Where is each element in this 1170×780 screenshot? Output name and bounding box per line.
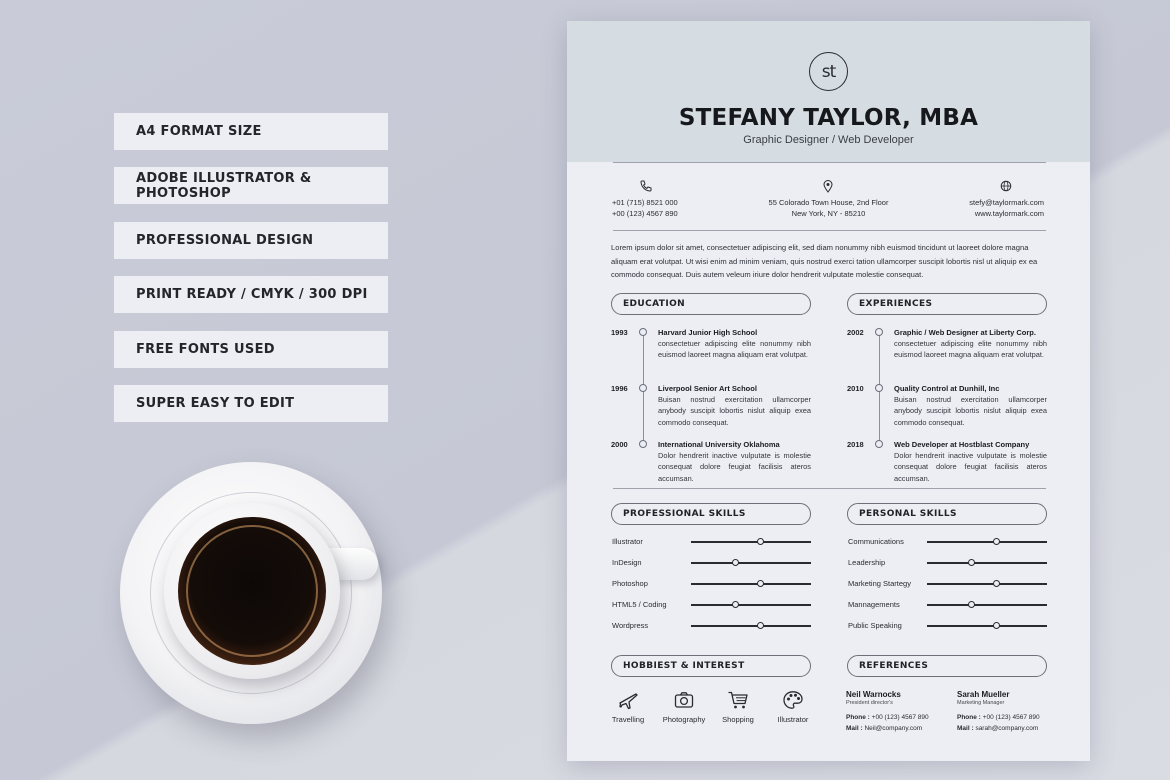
reference-mail-label: Mail : <box>957 725 974 732</box>
skill-bar <box>927 541 1047 543</box>
skill-label: Wordpress <box>612 621 649 630</box>
feature-label-software: ADOBE ILLUSTRATOR & PHOTOSHOP <box>114 167 388 204</box>
skill-label: Leadership <box>848 558 886 567</box>
skill-level-marker <box>732 559 739 566</box>
feature-label-print: PRINT READY / CMYK / 300 DPI <box>114 276 388 313</box>
feature-label-fonts: FREE FONTS USED <box>114 331 388 368</box>
hobby-label: Travelling <box>611 715 645 724</box>
reference-position: President director's <box>846 700 893 706</box>
intro-paragraph: Lorem ipsum dolor sit amet, consectetuer adipiscing elit, sed diam nonummy nibh euismod tincidunt ut laoreet dolore magna aliquam erat volutpat. Ut wisi enim ad minim veniam, quis nostrud exerci tation ullamcorper suscipit lobortis nisl ut aliquip ex ea commodo consequat. Duis autem veleum iriure dolor hendrerit vulputate molestie consequat. <box>611 243 1038 279</box>
reference-phone-value: +00 (123) 4567 890 <box>982 714 1040 721</box>
skill-level-marker <box>993 622 1000 629</box>
address-line-2: New York, NY - 85210 <box>791 209 866 218</box>
website-text: www.taylormark.com <box>974 209 1044 218</box>
experience-year: 2010 <box>847 384 864 393</box>
reference-phone <box>957 714 1040 721</box>
skill-level-marker <box>968 601 975 608</box>
timeline-dot <box>639 384 647 392</box>
skill-label: Mannagements <box>848 600 900 609</box>
references-heading: REFERENCES <box>847 655 1047 677</box>
palette-icon <box>782 690 804 710</box>
section-divider <box>613 488 1046 489</box>
experience-title: Graphic / Web Designer at Liberty Corp. <box>894 328 1036 337</box>
reference-phone <box>846 714 929 721</box>
education-description: Dolor hendrerit inactive vulputate is molestie consequat dolore feugiat facilisis ateros accumsan. <box>658 451 811 483</box>
skill-bar <box>691 583 811 585</box>
hobby-label: Photography <box>662 715 706 724</box>
skill-bar <box>927 583 1047 585</box>
resume-page <box>567 21 1090 761</box>
reference-name: Neil Warnocks <box>846 690 901 699</box>
skill-bar <box>691 625 811 627</box>
skill-label: InDesign <box>612 558 642 567</box>
skill-label: HTML5 / Coding <box>612 600 667 609</box>
experience-year: 2018 <box>847 440 864 449</box>
skill-label: Photoshop <box>612 579 648 588</box>
reference-mail-value: sarah@company.com <box>975 725 1039 732</box>
header-divider <box>613 162 1046 163</box>
experience-description: consectetuer adipiscing elite nonummy nibh euismod laoreet magna aliquam erat volutpat. <box>894 339 1047 360</box>
skill-level-marker <box>757 622 764 629</box>
reference-mail-label: Mail : <box>846 725 863 732</box>
skill-level-marker <box>993 538 1000 545</box>
education-description: Buisan nostrud exercitation ullamcorper anybody suscipit lobortis nislut aliquip exea commodo consequat. <box>658 395 811 427</box>
skill-bar <box>927 562 1047 564</box>
reference-phone-label: Phone : <box>957 714 981 721</box>
experience-description: Buisan nostrud exercitation ullamcorper anybody suscipit lobortis nislut aliquip exea commodo consequat. <box>894 395 1047 427</box>
education-title: International University Oklahoma <box>658 440 780 449</box>
skill-level-marker <box>757 580 764 587</box>
education-title: Liverpool Senior Art School <box>658 384 757 393</box>
skill-level-marker <box>968 559 975 566</box>
experience-title: Web Developer at Hostblast Company <box>894 440 1030 449</box>
feature-label-a4: A4 FORMAT SIZE <box>114 113 388 150</box>
skill-bar <box>927 604 1047 606</box>
skill-bar <box>691 562 811 564</box>
camera-icon <box>673 690 695 710</box>
resume-role: Graphic Designer / Web Developer <box>743 134 914 146</box>
professional-skills-heading: PROFESSIONAL SKILLS <box>611 503 811 525</box>
education-heading: EDUCATION <box>611 293 811 315</box>
reference-phone-label: Phone : <box>846 714 870 721</box>
reference-name: Sarah Mueller <box>957 690 1010 699</box>
reference-position: Marketing Manager <box>957 700 1005 706</box>
feature-label-design: PROFESSIONAL DESIGN <box>114 222 388 259</box>
skill-bar <box>691 541 811 543</box>
timeline-dot <box>875 384 883 392</box>
hobby-label: Illustrator <box>777 715 809 724</box>
experiences-heading: EXPERIENCES <box>847 293 1047 315</box>
hobby-label: Shopping <box>722 715 754 724</box>
education-title: Harvard Junior High School <box>658 328 758 337</box>
coffee-crema <box>186 525 318 657</box>
experience-title: Quality Control at Dunhill, Inc <box>894 384 1000 393</box>
skill-level-marker <box>757 538 764 545</box>
experience-year: 2002 <box>847 328 864 337</box>
contact-divider <box>613 230 1046 231</box>
shopping-cart-icon <box>727 690 749 710</box>
address-line-1: 55 Colorado Town House, 2nd Floor <box>768 198 889 207</box>
reference-mail-value: Neil@company.com <box>864 725 923 732</box>
phone-icon <box>639 179 653 193</box>
education-year: 2000 <box>611 440 628 449</box>
timeline-dot <box>639 440 647 448</box>
globe-icon <box>999 179 1013 193</box>
skill-level-marker <box>993 580 1000 587</box>
education-year: 1993 <box>611 328 628 337</box>
monogram-logo: st <box>809 52 848 91</box>
skill-level-marker <box>732 601 739 608</box>
airplane-icon <box>617 690 639 710</box>
location-pin-icon <box>821 179 835 193</box>
timeline-dot <box>875 328 883 336</box>
phone-line-2: +00 (123) 4567 890 <box>612 209 678 218</box>
email-text: stefy@taylormark.com <box>969 198 1044 207</box>
hobbies-heading: HOBBIEST & INTEREST <box>611 655 811 677</box>
reference-phone-value: +00 (123) 4567 890 <box>871 714 929 721</box>
skill-label: Communications <box>848 537 904 546</box>
experience-description: Dolor hendrerit inactive vulputate is molestie consequat dolore feugiat facilisis ateros accumsan. <box>894 451 1047 483</box>
personal-skills-heading: PERSONAL SKILLS <box>847 503 1047 525</box>
skill-bar <box>691 604 811 606</box>
feature-label-edit: SUPER EASY TO EDIT <box>114 385 388 422</box>
skill-label: Illustrator <box>612 537 643 546</box>
skill-label: Public Speaking <box>848 621 902 630</box>
skill-bar <box>927 625 1047 627</box>
education-year: 1996 <box>611 384 628 393</box>
phone-line-1: +01 (715) 8521 000 <box>612 198 678 207</box>
reference-mail <box>846 725 922 732</box>
resume-name: STEFANY TAYLOR, MBA <box>678 105 979 131</box>
timeline-dot <box>875 440 883 448</box>
education-description: consectetuer adipiscing elite nonummy nibh euismod laoreet magna aliquam erat volutpat. <box>658 339 811 360</box>
skill-label: Marketing Startegy <box>848 579 911 588</box>
timeline-dot <box>639 328 647 336</box>
reference-mail <box>957 725 1038 732</box>
